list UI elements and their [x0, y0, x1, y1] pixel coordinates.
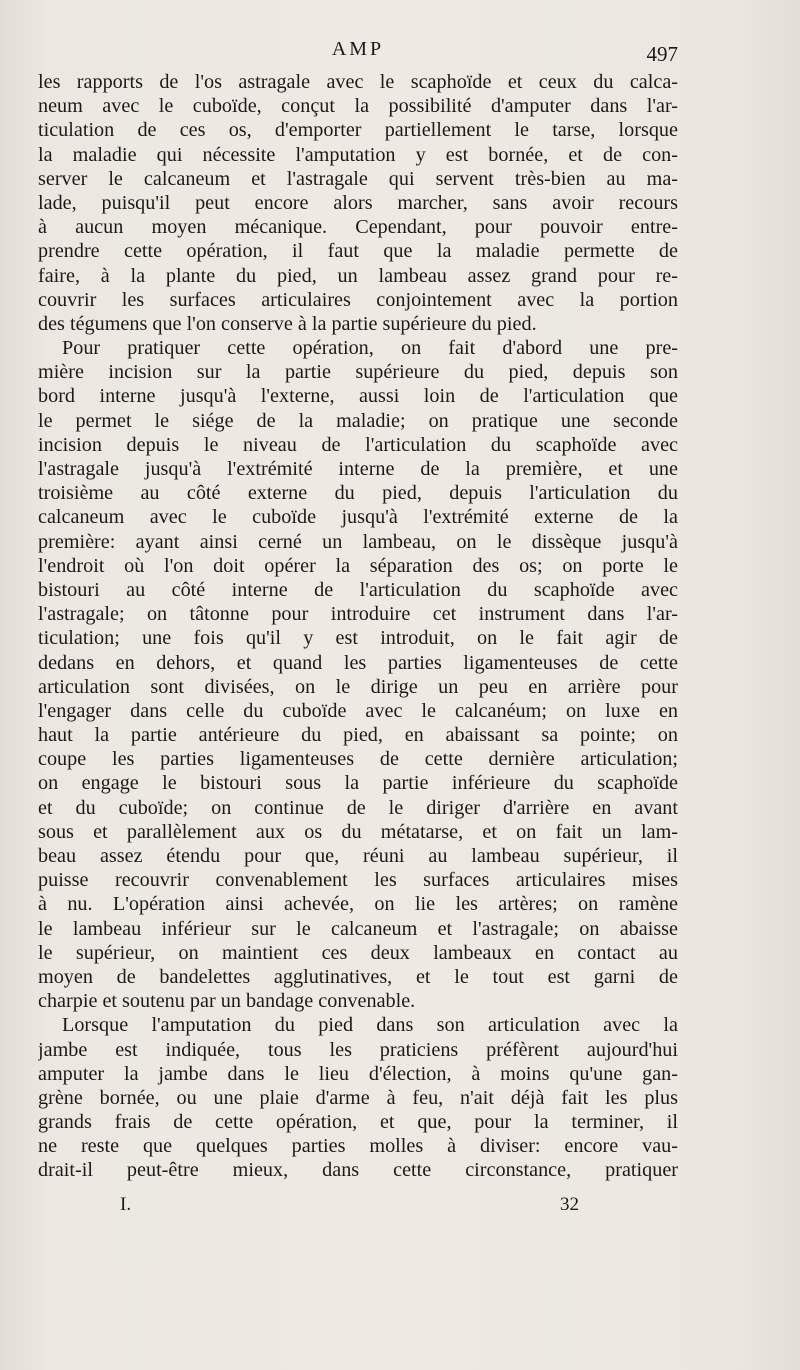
text-line: moyen de bandelettes agglutinatives, et le tout est garni de	[38, 965, 678, 988]
text-line: coupe les parties ligamenteuses de cette dernière articulation;	[38, 748, 678, 771]
text-line: on engage le bistouri sous la partie inférieure du scaphoïde	[38, 772, 678, 795]
text-line: et du cuboïde; on continue de le diriger d'arrière en avant	[38, 796, 678, 819]
text-line: troisième au côté externe du pied, depuis l'articulation du	[38, 482, 678, 505]
text-line: drait-il peut-être mieux, dans cette circonstance, pratiquer	[38, 1159, 678, 1182]
text-line: l'engager dans celle du cuboïde avec le calcanéum; on luxe en	[38, 699, 678, 722]
text-line: première: ayant ainsi cerné un lambeau, on le dissèque jusqu'à	[38, 530, 678, 553]
text-line: bord interne jusqu'à l'externe, aussi loin de l'articulation que	[38, 385, 678, 408]
text-line: le lambeau inférieur sur le calcaneum et l'astragale; on abaisse	[38, 917, 678, 940]
text-line: mière incision sur la partie supérieure du pied, depuis son	[38, 361, 678, 384]
text-line: charpie et soutenu par un bandage convenable.	[38, 990, 416, 1013]
text-line: ticulation; une fois qu'il y est introduit, on le fait agir de	[38, 627, 678, 650]
text-line: ticulation de ces os, d'emporter partiellement le tarse, lorsque	[38, 119, 678, 142]
text-line: des tégumens que l'on conserve à la partie supérieure du pied.	[38, 312, 537, 335]
text-line: puisse recouvrir convenablement les surfaces articulaires mises	[38, 869, 678, 892]
text-line: incision depuis le niveau de l'articulation du scaphoïde avec	[38, 433, 678, 456]
text-line: neum avec le cuboïde, conçut la possibilité d'amputer dans l'ar-	[38, 95, 678, 118]
text-line: amputer la jambe dans le lieu d'élection, à moins qu'une gan-	[38, 1062, 678, 1085]
text-line: dedans en dehors, et quand les parties ligamenteuses de cette	[38, 651, 678, 674]
running-head: AMP	[331, 38, 385, 60]
text-line: calcaneum avec le cuboïde jusqu'à l'extrémité externe de la	[38, 506, 678, 529]
text-line: grène bornée, ou une plaie d'arme à feu, n'ait déjà fait les plus	[38, 1086, 678, 1109]
text-line: Pour pratiquer cette opération, on fait d'abord une pre-	[62, 337, 678, 360]
text-line: le permet le siége de la maladie; on pratique une seconde	[38, 409, 678, 432]
text-line: bistouri au côté interne de l'articulation du scaphoïde avec	[38, 578, 678, 601]
text-line: l'astragale jusqu'à l'extrémité interne de la première, et une	[38, 458, 678, 480]
text-line: ne reste que quelques parties molles à diviser: encore vau-	[38, 1135, 678, 1158]
text-line: à nu. L'opération ainsi achevée, on lie les artères; on ramène	[38, 893, 678, 916]
text-line: beau assez étendu pour que, réuni au lambeau supérieur, il	[38, 845, 678, 867]
text-line: articulation sont divisées, on le dirige un peu en arrière pour	[38, 675, 678, 698]
text-line: la maladie qui nécessite l'amputation y est bornée, et de con-	[38, 143, 678, 166]
text-line: prendre cette opération, il faut que la maladie permette de	[38, 240, 678, 263]
text-line: server le calcaneum et l'astragale qui servent très-bien au ma-	[38, 167, 678, 190]
text-line: l'endroit où l'on doit opérer la séparation des os; on porte le	[38, 554, 678, 577]
text-line: lade, puisqu'il peut encore alors marcher, sans avoir recours	[38, 191, 678, 214]
text-line: grands frais de cette opération, et que, pour la terminer, il	[38, 1111, 678, 1134]
text-line: jambe est indiquée, tous les praticiens préfèrent aujourd'hui	[38, 1038, 678, 1061]
text-line: à aucun moyen mécanique. Cependant, pour pouvoir entre-	[38, 216, 678, 239]
text-line: le supérieur, on maintient ces deux lambeaux en contact au	[38, 941, 678, 964]
signature-volume: I.	[120, 1194, 132, 1215]
body-text	[38, 70, 678, 1183]
page-footer	[38, 1194, 678, 1218]
signature-sheet: 32	[560, 1194, 579, 1215]
text-line: les rapports de l'os astragale avec le scaphoïde et ceux du calca-	[38, 71, 678, 93]
text-line: haut la partie antérieure du pied, en abaissant sa pointe; on	[38, 724, 678, 747]
page-number: 497	[646, 42, 678, 66]
text-line: faire, à la plante du pied, un lambeau assez grand pour re-	[38, 264, 678, 287]
text-line: sous et parallèlement aux os du métatarse, et on fait un lam-	[38, 820, 678, 843]
text-line: couvrir les surfaces articulaires conjointement avec la portion	[38, 288, 678, 311]
text-line: l'astragale; on tâtonne pour introduire cet instrument dans l'ar-	[38, 603, 678, 626]
text-line: Lorsque l'amputation du pied dans son articulation avec la	[62, 1014, 678, 1037]
page-header	[38, 38, 678, 68]
